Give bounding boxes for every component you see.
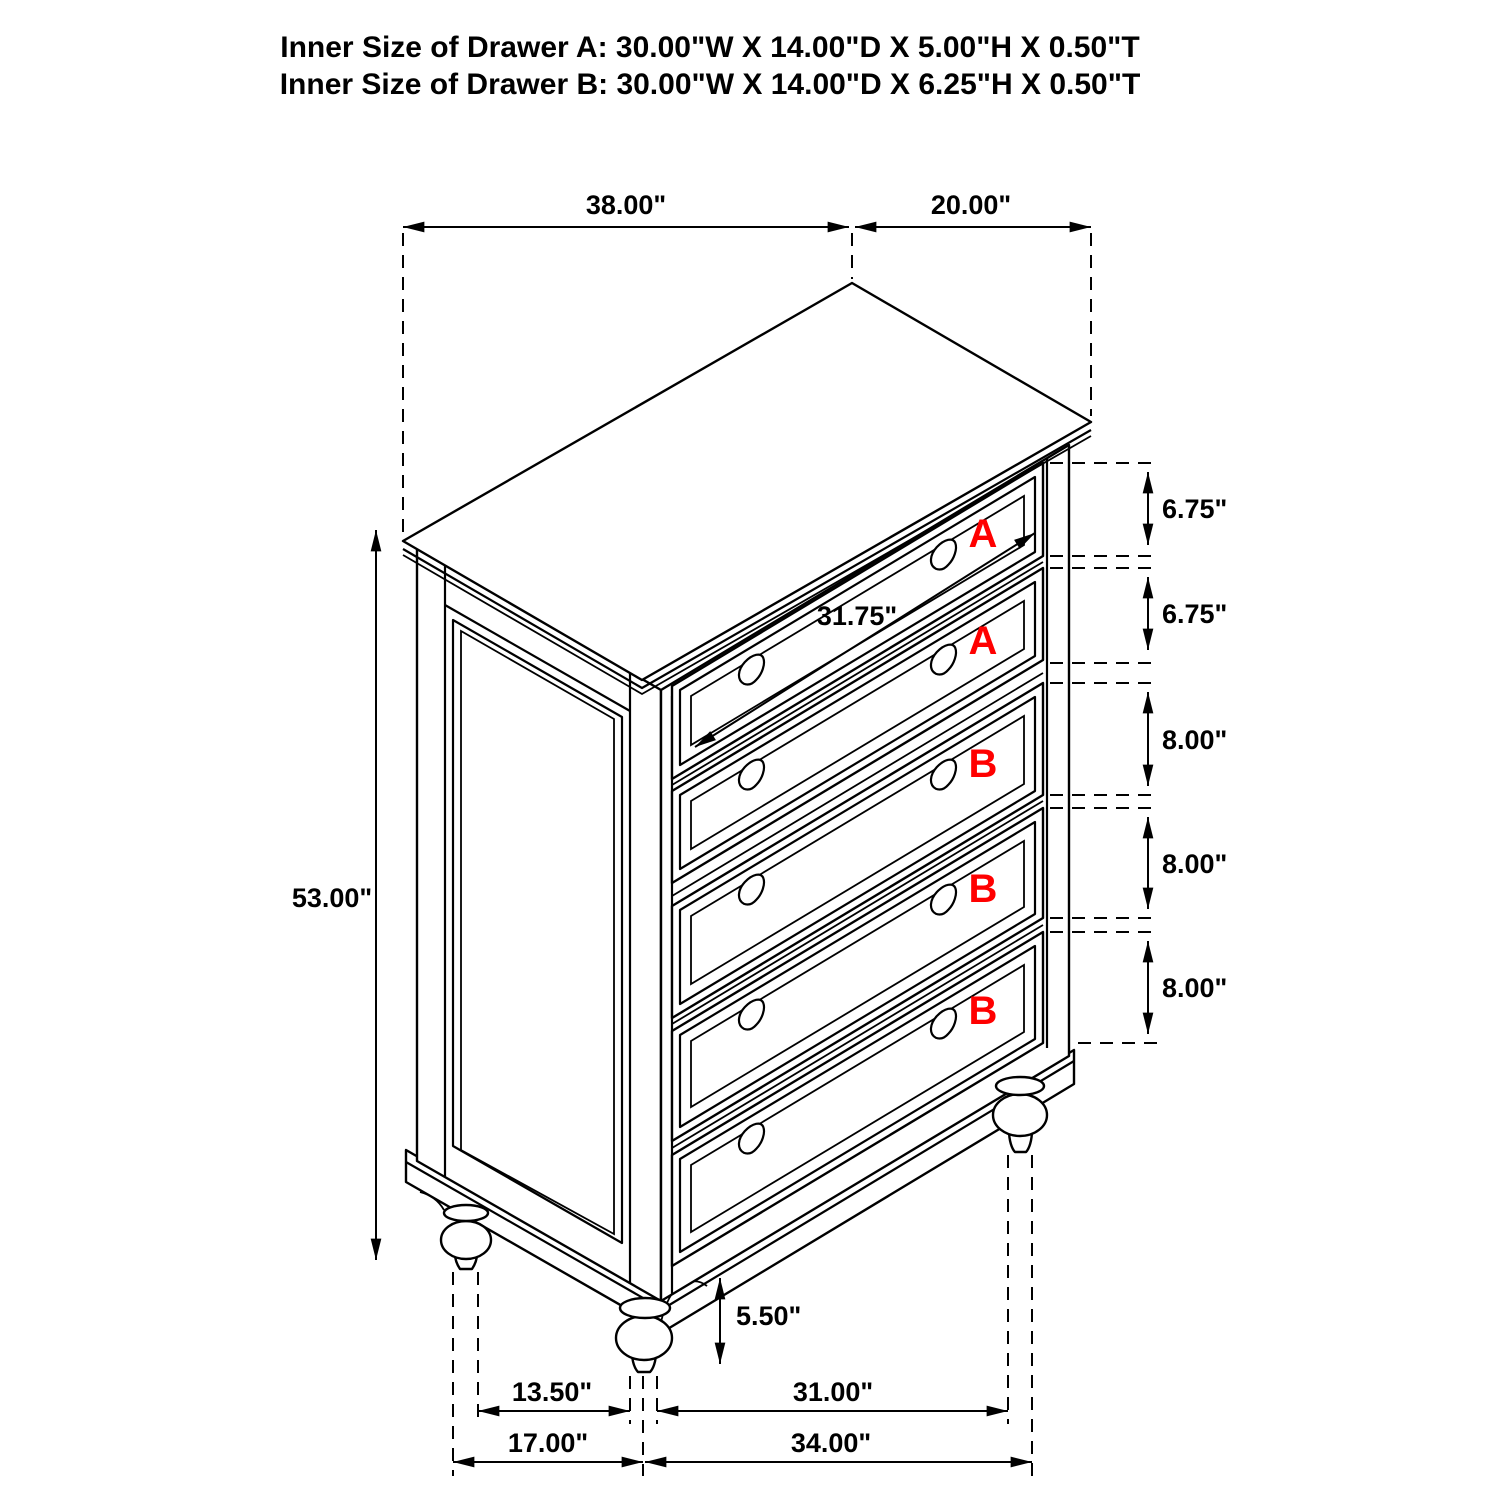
- front-foot: [616, 1298, 672, 1372]
- dim-feet-outer-side-label: 17.00": [507, 1428, 589, 1458]
- chest-drawing: [403, 283, 1091, 1372]
- header-drawer-b-size: Inner Size of Drawer B: 30.00"W X 14.00"D X 6.25"H X 0.50"T: [279, 68, 1141, 101]
- drawer-3-letter: B: [968, 742, 998, 786]
- dim-drawer2-height-label: 6.75": [1162, 599, 1228, 629]
- drawer-4-letter: B: [968, 867, 998, 911]
- dim-drawer4-height-label: 8.00": [1162, 849, 1228, 879]
- header-drawer-a-size: Inner Size of Drawer A: 30.00"W X 14.00"D X 5.00"H X 0.50"T: [280, 31, 1140, 64]
- dim-drawer1-height-label: 6.75": [1162, 494, 1228, 524]
- dim-feet-inner-side-label: 13.50": [511, 1377, 593, 1407]
- dim-drawer3-height-label: 8.00": [1162, 725, 1228, 755]
- dim-top-width-label: 38.00": [585, 190, 667, 220]
- dim-top-depth-label: 20.00": [930, 190, 1012, 220]
- dim-overall-height-label: 53.00": [291, 883, 373, 913]
- left-foot: [441, 1205, 491, 1269]
- dim-drawer-opening-width-label: 31.75": [816, 601, 898, 631]
- drawer-5-letter: B: [968, 989, 998, 1033]
- dim-feet-outer-front-label: 34.00": [790, 1428, 872, 1458]
- dim-leg-height-label: 5.50": [736, 1301, 802, 1331]
- dim-feet-inner-front-label: 31.00": [792, 1377, 874, 1407]
- right-foot: [993, 1077, 1047, 1152]
- drawer-1-letter: A: [968, 512, 998, 556]
- drawer-2-letter: A: [968, 619, 998, 663]
- dim-drawer5-height-label: 8.00": [1162, 973, 1228, 1003]
